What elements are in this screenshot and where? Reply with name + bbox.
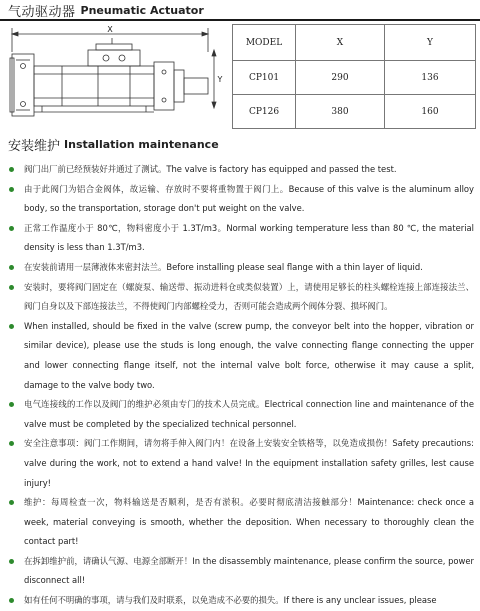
section-heading xyxy=(8,135,219,154)
section-title-en: Installation maintenance xyxy=(64,138,219,151)
bullet-icon xyxy=(9,226,14,231)
bullet-icon xyxy=(9,285,14,290)
list-item xyxy=(8,160,474,180)
list-item-text: 在拆卸维护前，请确认气源、电源全部断开！In the disassembly maintenance, please confirm the source, power disconnect all! xyxy=(24,555,474,586)
section-title-cn: 安装维护 xyxy=(8,139,61,154)
list-item xyxy=(8,493,474,552)
table-row xyxy=(233,95,476,129)
list-item-text: 如有任何不明确的事项，请与我们及时联系，以免造成不必要的损失。If there is any unclear issues, please xyxy=(24,595,437,606)
table-cell: CP126 xyxy=(233,95,296,129)
bullet-icon xyxy=(9,167,14,172)
bullet-icon xyxy=(9,441,14,446)
bullet-icon xyxy=(9,324,14,329)
list-item-text: 电气连接线的工作以及阀门的维护必须由专门的技术人员完成。Electrical connection line and maintenance of the valve must be completed by the specialized technical personnel. xyxy=(24,399,474,429)
list-item-text: 维护：每周检查一次，物料输送是否顺利，是否有淤积。必要时彻底清洁接触部分！Maintenance: check once a week, material conveying is smooth, whether the deposition. When necessary to thoroughly clean the contact part! xyxy=(24,497,474,547)
table-cell: 380 xyxy=(296,95,385,129)
list-item xyxy=(8,258,474,278)
table-header-row xyxy=(233,25,476,61)
bullet-icon xyxy=(9,500,14,505)
instruction-list xyxy=(8,160,474,611)
list-item-text: 安全注意事项：阀门工作期间，请勿将手伸入阀门内！在设备上安装安全铁格等，以免造成损伤！Safety precautions: valve during the work, not to extend a hand valve! In the equipment installation safety grilles, lest cause injury! xyxy=(24,438,474,488)
list-item xyxy=(8,219,474,258)
list-item xyxy=(8,278,474,317)
dimension-y-label: Y xyxy=(217,75,223,84)
list-item xyxy=(8,395,474,434)
bullet-icon xyxy=(9,402,14,407)
list-item-text: When installed, should be fixed in the valve (screw pump, the conveyor belt into the hopper, vibration or similar device), please use the studs is long enough, the valve connecting flange connecting the upper and lower connecting flange itself, not the internal valve bolt force, otherwise it may cause a split, damage to the valve body two. xyxy=(24,320,474,390)
header-title-cn: 气动驱动器 xyxy=(8,4,76,20)
list-item-text: 在安装前请用一层薄液体来密封法兰。Before installing please seal flange with a thin layer of liquid. xyxy=(24,261,423,272)
list-item xyxy=(8,434,474,493)
column-header: MODEL xyxy=(233,25,296,61)
list-item-text: 由于此阀门为铝合金阀体，故运输、存放时不要将重物置于阀门上。Because of this valve is the aluminum alloy body, so the transportation, storage don't put weight on the valve. xyxy=(24,183,474,214)
column-header: Y xyxy=(385,25,476,61)
header-rule xyxy=(0,19,480,21)
list-item-text: 阀门出厂前已经预装好并通过了测试。The valve is factory has equipped and passed the test. xyxy=(24,164,397,174)
table-cell: 290 xyxy=(296,61,385,95)
bullet-icon xyxy=(9,598,14,603)
list-item xyxy=(8,180,474,219)
column-header: X xyxy=(296,25,385,61)
dimension-x-label: X xyxy=(107,25,113,34)
list-item xyxy=(8,591,474,611)
bullet-icon xyxy=(9,187,14,192)
header xyxy=(8,1,204,19)
table-cell: 136 xyxy=(385,61,476,95)
table-row xyxy=(233,61,476,95)
table-cell: CP101 xyxy=(233,61,296,95)
table-cell: 160 xyxy=(385,95,476,129)
spec-table xyxy=(232,24,476,129)
list-item xyxy=(8,317,474,395)
list-item-text: 安装时，要将阀门固定在（螺旋泵、输送带、振动进料仓或类似装置）上，请使用足够长的柱头螺栓连接上部连接法兰、阀门自身以及下部连接法兰，不得使阀门内部螺栓受力，否则可能会造成两个阀体分裂、损坏阀门。 xyxy=(24,281,474,312)
bullet-icon xyxy=(9,265,14,270)
actuator-drawing xyxy=(2,22,224,126)
list-item-text: 正常工作温度小于 80℃，物料密度小于 1.3T/m3。Normal working temperature less than 80 ℃, the material density is less than 1.3T/m3. xyxy=(24,222,474,253)
bullet-icon xyxy=(9,559,14,564)
list-item xyxy=(8,552,474,591)
header-title-en: Pneumatic Actuator xyxy=(80,3,204,17)
